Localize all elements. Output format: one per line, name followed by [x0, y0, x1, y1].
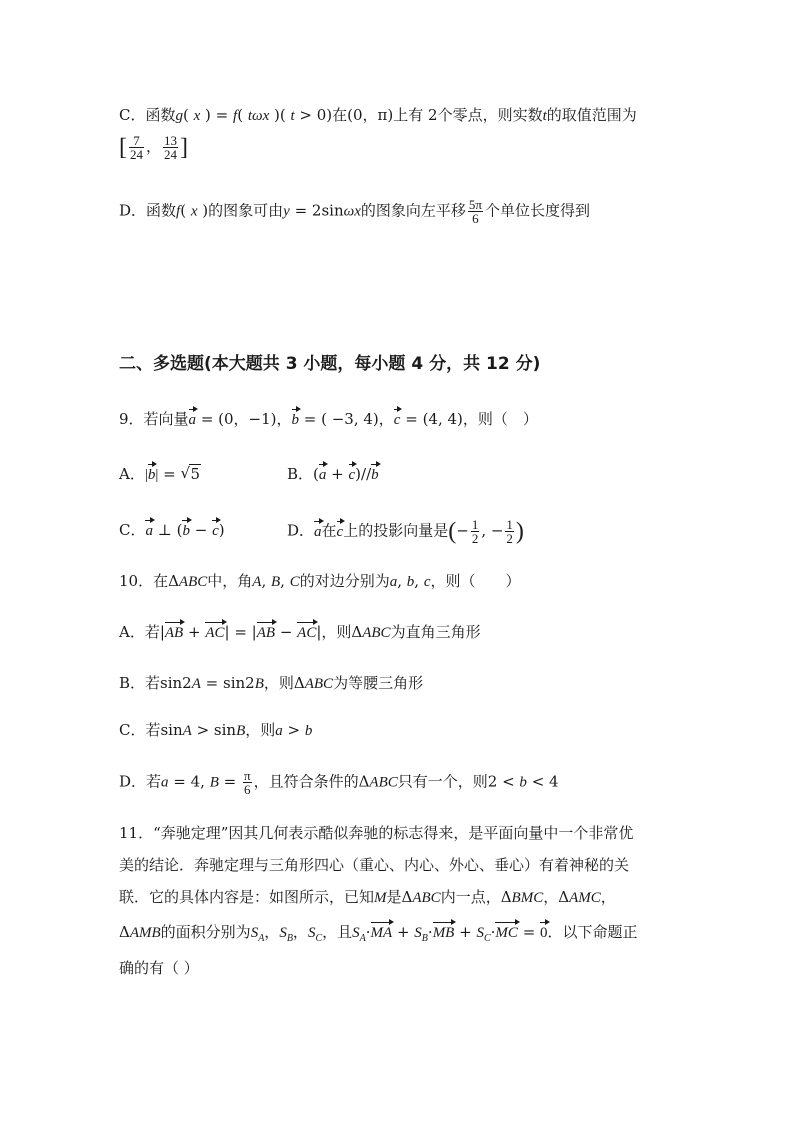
- q9-stem: 9．若向量a = (0，−1)，b = ( −3, 4)，c = (4, 4)，则（ ）: [119, 407, 538, 432]
- q8-option-c-range: [ $\frac{7}{24}$ ， $\frac{13}{24}$ ]: [119, 133, 189, 162]
- q9-option-d: D．a在c上的投影向量是(− $\frac{1}{2}$ , − $\frac{1}{2}$ ): [287, 517, 524, 546]
- q8-option-c: C．函数g( x ) = f( tωx )( t > 0)在(0，π)上有 2个零点，则实数t的取值范围为: [119, 106, 637, 124]
- q11-line-5: 确的有（ ）: [119, 959, 199, 977]
- section-heading: 二、多选题(本大题共 3 小题，每小题 4 分，共 12 分): [119, 354, 541, 374]
- q11-line-2: 美的结论．奔驰定理与三角形四心（重心、内心、外心、垂心）有着神秘的关: [119, 856, 630, 874]
- q10-option-a: A．若|AB + AC| = |AB − AC|，则ΔABC为直角三角形: [119, 620, 481, 645]
- q11-line-4: ΔAMB的面积分别为$S_A$，$S_B$，$S_C$，且$S_A\cdot MA + S_B\cdot MB + S_C\cdot MC = 0$．以下命题正: [119, 923, 638, 944]
- q8-option-d: D．函数f( x )的图象可由y = 2sinωx的图象向左平移 $\frac{5\pi}{6}$ 个单位长度得到: [119, 197, 590, 226]
- q10-option-d: D．若a = 4, B = $\frac{\pi}{6}$ ，且符合条件的ΔABC只有一个，则2 < b < 4: [119, 768, 559, 797]
- q9-option-a: A．|b| = √ 5: [119, 462, 201, 487]
- q9-option-c: C．a ⊥ (b − c): [119, 518, 225, 543]
- q10-option-b: B．若sin2A = sin2B，则ΔABC为等腰三角形: [119, 674, 424, 692]
- q10-stem: 10．在ΔABC中，角A, B, C的对边分别为a, b, c，则（ ）: [119, 572, 521, 590]
- q9-option-b: B．(a + c)//b: [287, 462, 379, 487]
- q11-line-3: 联．它的具体内容是：如图所示，已知M是ΔABC内一点，ΔBMC，ΔAMC，: [119, 888, 616, 906]
- q10-option-c: C．若sinA > sinB，则a > b: [119, 721, 313, 739]
- q11-line-1: 11．“奔驰定理”因其几何表示酷似奔驰的标志得来，是平面向量中一个非常优: [119, 824, 634, 842]
